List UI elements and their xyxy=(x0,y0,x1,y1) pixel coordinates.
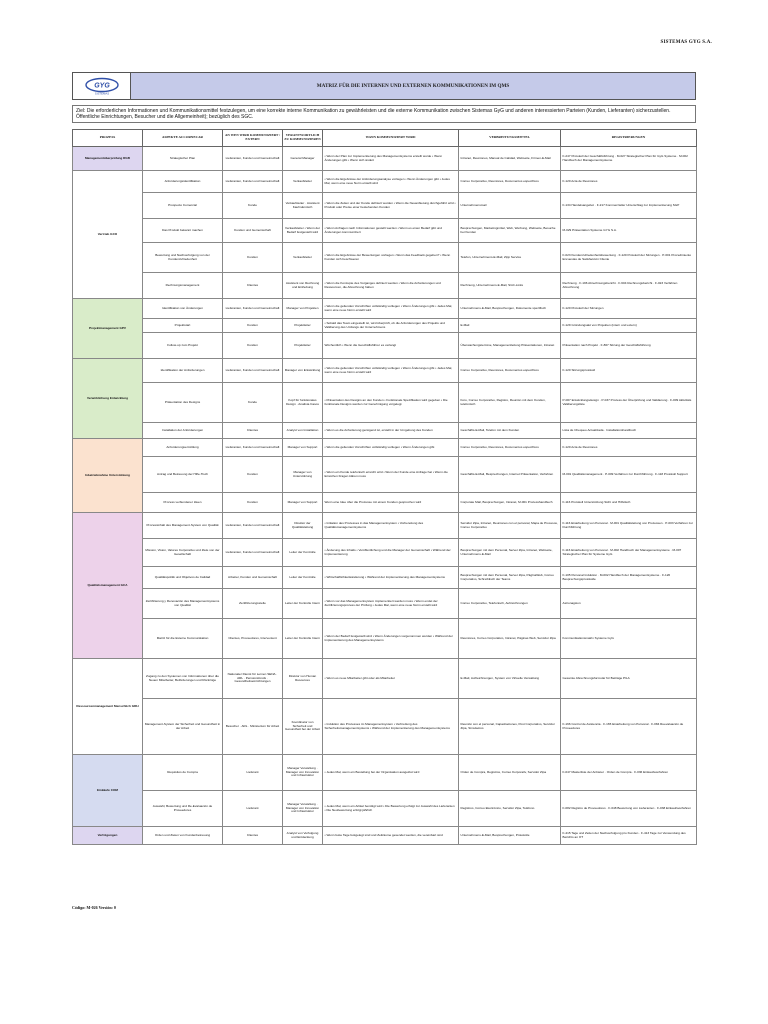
aspect-cell: Antrag und Betreuung der Hilfe-Tisch xyxy=(143,457,223,493)
responsible-cell: Manager von Projekten xyxy=(283,299,323,319)
responsible-cell: Assistent von Rechnung und Einhebung xyxy=(283,273,323,299)
recipients-cell: Besucher · ARL · Ministerium für Arbeit xyxy=(223,699,283,755)
records-cell: F-116 Einarbeitung von Personal · M-001 Qualitätsleitung von Prozessen · P-003 Verfahren zur Durchführung xyxy=(561,513,697,539)
records-cell: Gesamte Abrechnungsformular für Beiträge PILA xyxy=(561,659,697,699)
header-media: VERBREITUNGSMITTEL xyxy=(459,130,561,147)
media-cell: Geschäfts-E-Mail, Besprechungen, Internet Präsentation, Verfahren xyxy=(459,457,561,493)
recipients-cell: Kunden xyxy=(223,333,283,359)
recipients-cell: Kunden xyxy=(223,319,283,333)
responsible-cell: Analyst von Installation xyxy=(283,423,323,439)
records-cell: F-082 Registro de Proveedores · F-048 Bewertung von Lieferanten · F-038 Einkaufsverfahren xyxy=(561,791,697,827)
responsible-cell: Verkaufsleiter xyxy=(283,171,323,193)
table-row xyxy=(73,567,697,589)
records-cell: F-105 Personal Induktion · M-002 Handbuch der Managementsysteme · F-120 Besprechungsprotokolle xyxy=(561,567,697,589)
process-cell: Einkäufe COM xyxy=(73,755,143,827)
aspect-cell: Zugang zu den Systemen von Informationen über die Neuen Mitarbeiter, Beförderungen und Rückzüge xyxy=(143,659,223,699)
recipients-cell: Clientes, Proveedores, Intervenient xyxy=(223,619,283,659)
media-cell: Intranet, Reuniones, Manual de Calidad, Webseite, Firmen-E-Mail xyxy=(459,147,561,171)
records-cell: F-120 Protokoll der Sitzungen xyxy=(561,299,697,319)
process-cell: Verfolgungen xyxy=(73,827,143,845)
when-cell: • Wenn es neue Mitarbeiter gibt oder als Mitarbeiter xyxy=(323,659,459,699)
table-row xyxy=(73,699,697,755)
records-cell: Kommunikationsmatrix Systeme GyG xyxy=(561,619,697,659)
when-cell: • Induktion des Prozesses im Managementsystem • Verbreitung des Sicherheitsmanagementsystems • Während der Implementierung des Managementsystems xyxy=(323,699,459,755)
records-cell: F-247 Protokoll der Geschäftsführung · M-027 Strategischer Plan für GyG Systeme · M-002 Handbuch der Managementsysteme xyxy=(561,147,697,171)
table-row xyxy=(73,493,697,513)
logo-subtext: SISTEMAS xyxy=(94,91,109,95)
records-cell: F-120 Sitzungsprotokoll xyxy=(561,359,697,383)
media-cell: Besprechungen, Marketingmittel, Web, Werbung, Webseite, Besuche bei Kunden xyxy=(459,219,561,243)
when-cell: • Jedes Mal, wenn ein Artikel benötigt wird • Die Bewertung erfolgt zur Auswahl des Lieferanten • Die Neubewertung erfolgt jährlich xyxy=(323,791,459,827)
media-cell: Correo Corporativo, Reuniones, Documentos específicos xyxy=(459,171,561,193)
table-row xyxy=(73,319,697,333)
table-row xyxy=(73,791,697,827)
document-header xyxy=(72,72,696,100)
table-row xyxy=(73,273,697,299)
when-cell: • Wenn Anfragen nach Informationen gestellt werden • Wenn es einen Bedarf gibt und Änderungen kommuniziert xyxy=(323,219,459,243)
aspect-cell: Requisitos de Compra xyxy=(143,755,223,791)
table-row xyxy=(73,243,697,273)
header-process: PROZESS xyxy=(73,130,143,147)
media-cell: Besprechungen mit dem Personal, Server Zipa, PágInaWeb, Correo Corporativo, Schreibtisch der Teams xyxy=(459,567,561,589)
recipients-cell: Zertifizierungsstelle xyxy=(223,589,283,619)
aspect-cell: Zertifizierung y Renovación des Managementsystems von Qualität xyxy=(143,589,223,619)
table-row xyxy=(73,439,697,457)
when-cell: • Wenn die Ergebnisse der Bewertungen vorliegen • Wenn das Feedback gegeben? • Wenn Kunden sich beschweren xyxy=(323,243,459,273)
header-to-whom: AN WEN WIRD KOMMUNIZIERT / EXTERN xyxy=(223,130,283,147)
recipients-cell: Lieferanten, Kunden und Gemeinschaft xyxy=(223,513,283,539)
media-cell: Rechnung, Unternehmens-E-Mail, SGC-Links xyxy=(459,273,561,299)
records-cell: Rechnung · F-196 Abrechnungsbericht · F-604 Rechnungsbericht · F-023 Verfahren Abrechnung xyxy=(561,273,697,299)
responsible-cell: Kopf für funktionales Design · Analista Casos xyxy=(283,383,323,423)
records-cell: F-134 Handelsangebot · F-217 Kommerzieller Unterschlag zur Implementierung SGP xyxy=(561,193,697,219)
responsible-cell: Manager von Unterstützung xyxy=(283,457,323,493)
records-cell: F-415 Tage und Zeiten der Nachverfolgung pro Kunden · F-413 Tage zur Verwendung des Berichts an OT xyxy=(561,827,697,845)
document-code: Código: M-026 Versión: 0 xyxy=(72,905,116,910)
responsible-cell: Analyst von Verfolgung und Entdeckung xyxy=(283,827,323,845)
when-cell: • Jedes Mal, wenn ein Bestellung bei der Organisation ausgelöst wird xyxy=(323,755,459,791)
media-cell: Servidor Zipa, Intranet, Reuniones con el personal, Mapa de Procesos, Correo Corporativo xyxy=(459,513,561,539)
records-cell: F-120 Acta de Reuniones xyxy=(561,171,697,193)
media-cell: Reuniones, Correo Corporativo, Intranet, Páginas Web, Servidor Zipa xyxy=(459,619,561,659)
logo-text: GYG xyxy=(93,82,110,90)
responsible-cell: Manager von Support xyxy=(283,493,323,513)
responsible-cell: Koordinator von Sicherheit und Gesundheit bei der Arbeit xyxy=(283,699,323,755)
aspect-cell: Follow-up zum Projekt xyxy=(143,333,223,359)
responsible-cell: General Manager xyxy=(283,147,323,171)
recipients-cell: Lieferant xyxy=(223,755,283,791)
objective-text: Ziel: Die erforderlichen Informationen und Kommunikationsmittel festzulegen, um eine korrekte interne Kommunikation zu gewährleisten und die externe Kommunikation zwischen Sistemas GyG und anderen interessierten Parteien (Kunden, Lieferanten) sicherzustellen. Öffentliche Einrichtungen, Besucher und die Allgemeinheit); bezüglich des SGC. xyxy=(72,105,696,123)
process-cell: Managementüberprüfung RGB xyxy=(73,147,143,171)
recipients-cell: Kunden xyxy=(223,457,283,493)
aspect-cell: Matriz für die Externe Kommunikation xyxy=(143,619,223,659)
aspect-cell: Anforderungsidentifikation xyxy=(143,171,223,193)
table-row xyxy=(73,619,697,659)
when-cell: • Wenn die geltenden Vorschriften vollständig vorliegen • Wenn Änderungen gibt • Jedes Mal, wenn eine neue Norm erstellt wird xyxy=(323,359,459,383)
responsible-cell: Verkaufsleiter · Assistent Kaufmännisch xyxy=(283,193,323,219)
aspect-cell: Auswahl, Bewertung und Re-Evaluación de Proveedores xyxy=(143,791,223,827)
when-cell: • Wenn der Bedarf festgestellt wird • Wenn Änderungen vorgenommen werden • Während der Implementierung des Managementsystems xyxy=(323,619,459,659)
table-row xyxy=(73,513,697,539)
responsible-cell: Leiter der Kontrolle Intern xyxy=(283,619,323,659)
when-cell: • Wenn die Ergebnisse der Anforderungsanalyse vorliegen • Wenn Änderungen gibt • Jedes Mal, wenn eine neue Norm erstellt wird xyxy=(323,171,459,193)
table-row xyxy=(73,333,697,359)
media-cell: Geschäfts-E-Mail, Telefon mit dem Kunden xyxy=(459,423,561,439)
when-cell: • Wenn der Plan zur Implementierung des Managementsystems erstellt wurde • Wenn Änderungen gibt • Wenn sich ändert xyxy=(323,147,459,171)
company-name: SISTEMAS GYG S.A. xyxy=(660,40,712,45)
communication-matrix-table xyxy=(72,129,697,845)
aspect-cell: Installation der Anforderungen xyxy=(143,423,223,439)
table-row xyxy=(73,755,697,791)
recipients-cell: Kunde xyxy=(223,193,283,219)
aspect-cell: Bewertung und Nachverfolgung von der Kundenzufriedenheit xyxy=(143,243,223,273)
media-cell: Besprechungen mit dem Personal, Server Zipa, Intranet, Webseite, Unternehmens-E-Mail xyxy=(459,539,561,567)
table-body xyxy=(73,147,697,845)
when-cell: • Wenn feste Tage festgelegt sind und Zeiträume gesendet werden, die vereinbart sind xyxy=(323,827,459,845)
when-cell: • Initiation des Prozesses in das Managementsystem • Vorbereitung des Qualitätsmanagementsystems xyxy=(323,513,459,539)
records-cell: Präsentation nach Projekt · F-867 Sitzung der Geschäftsführung xyxy=(561,333,697,359)
media-cell: Unternehmens-E-Mail, Besprechungen, Dokumente spezifisch xyxy=(459,299,561,319)
media-cell: Reunión con el personal, Capacitaciones, Post Corporativo, Servidor Zipa, Simulacros xyxy=(459,699,561,755)
process-cell: Projektmanagement GPV xyxy=(73,299,143,359)
media-cell: Registros, Correo Electrónico, Servidor Zipa, Teléfono xyxy=(459,791,561,827)
table-row xyxy=(73,171,697,193)
aspect-cell: Prospecto Comercial xyxy=(143,193,223,219)
records-cell: F-129 Gründungsakt von Projekten (intern und extern) xyxy=(561,319,697,333)
recipients-cell: Lieferanten, Kunden und Gemeinschaft xyxy=(223,171,283,193)
responsible-cell: Projektleiter xyxy=(283,319,323,333)
responsible-cell: Leiter der Kontrolle xyxy=(283,567,323,589)
records-cell: F-047 Masterliste der Anbieter · Orden de Compra · F-036 Einkaufsverfahren xyxy=(561,755,697,791)
table-row xyxy=(73,147,697,171)
header-responsible: VERANTWORTLICH ZU KOMMUNIZIEREN xyxy=(283,130,323,147)
recipients-cell: Kunden und Gemeinschaft xyxy=(223,219,283,243)
process-cell: Verwirklichung Entwicklung xyxy=(73,359,143,439)
table-row xyxy=(73,659,697,699)
records-cell: F-023 Kundenzufriedenheitsbewertung · F-120 Protokoll der Sitzungen · P-001 Prozedimiento Encuestas de Satisfacción Cliente xyxy=(561,243,697,273)
media-cell: Telefon, Unternehmens-E-Mail, Zipp Service xyxy=(459,243,561,273)
when-cell: • Änderung des Inhalts • Veröffentlichung und die Manager der Gemeinschaft • Während der Implementierung xyxy=(323,539,459,567)
recipients-cell: Kunden xyxy=(223,493,283,513)
process-cell: Qualitätsmanagement GCA xyxy=(73,513,143,659)
table-row xyxy=(73,539,697,567)
when-cell: • Wenn die geltenden Vorschriften vollständig vorliegen • Wenn Änderungen gibt xyxy=(323,439,459,457)
when-cell: • Sobald das Team eingestellt ist, wird überprüft, ob die Anforderungen des Projekts und Validierung des Umfangs der Unternehmens xyxy=(323,319,459,333)
media-cell: Orden de Compra, Registros, Correo Korporativ, Servidor Zipa xyxy=(459,755,561,791)
table-row xyxy=(73,193,697,219)
recipients-cell: Lieferanten, Kunden und Gemeinschaft xyxy=(223,147,283,171)
aspect-cell: Rechnungsmanagement xyxy=(143,273,223,299)
when-cell: • Wenn vor das Managementsystem implementiert werden muss • Wenn endet der Zertifizierungsprozess der Prüfung • Jedes Mal, wenn eine neue Norm erstellt wird xyxy=(323,589,459,619)
aspect-cell: Identifikation der Anforderungen xyxy=(143,359,223,383)
when-cell: • Wenn ein Kunde telefonisch erreicht wird • Wenn der Kunde eine Anfrage hat • Wenn die Erreichen Fragen klären muss xyxy=(323,457,459,493)
aspect-cell: Mission, Vision, Valores Corporativo und Ziele von der Gesellschaft xyxy=(143,539,223,567)
recipients-cell: Lieferanten, Kunden und Gemeinschaft xyxy=(223,439,283,457)
when-cell: • Wenn die Konzepte des Vorganges definiert werden • Wenn die Anforderungen und Ressourcen, die Abrechnung haben xyxy=(323,273,459,299)
recipients-cell: Clientes xyxy=(223,827,283,845)
responsible-cell: Manager von Support xyxy=(283,439,323,457)
table-row xyxy=(73,457,697,493)
aspect-cell: Identifikation von Änderungen xyxy=(143,299,223,319)
responsible-cell: Direktor von Human Resources xyxy=(283,659,323,699)
table-row xyxy=(73,359,697,383)
responsible-cell: Leiter der Kontrolle xyxy=(283,539,323,567)
when-cell: • Wenn es die Anforderung genügend ist, erstellt in der Umgebung des Kunden xyxy=(323,423,459,439)
media-cell: Correo Corporativo, Reuniones, Documentos específicos xyxy=(459,359,561,383)
responsible-cell: Manager Verwaltung · Manager von Innovation und Infrastruktur xyxy=(283,755,323,791)
records-cell: Astronagsion xyxy=(561,589,697,619)
when-cell: • Präsentation des Designs an den Kunden • Funktionale Spezifikation wird gegeben • Die funktionale Designs werden zur Genehmigung vorgelegt xyxy=(323,383,459,423)
media-cell: Überwachungstermine, Managementleitung Präsentationen, Intranet xyxy=(459,333,561,359)
records-cell: F-120 Acta de Reuniones xyxy=(561,439,697,457)
aspect-cell: Anforderungsermittlung xyxy=(143,439,223,457)
when-cell: • Wenn die geltenden Vorschriften vollständig vorliegen • Wenn Änderungen gibt • Jedes Mal, wenn eine neue Norm erstellt wird xyxy=(323,299,459,319)
media-cell: E-Mail xyxy=(459,319,561,333)
responsible-cell: Projektleiter xyxy=(283,333,323,359)
table-row xyxy=(73,219,697,243)
records-cell: P-007 Entwicklungsdesign · P-037 Prozess der Überprüfung und Validierung · F-009 Aktivitäts Validierungsliste xyxy=(561,383,697,423)
records-cell: F-166 Control de Asistencia · F-165 Einarbeitung von Personal · F-084 Reevaluación de Proveedores xyxy=(561,699,697,755)
table-header-row xyxy=(73,130,697,147)
media-cell: E-Mail, Aufzeichnungen, System von Virtuelle Verwaltung xyxy=(459,659,561,699)
process-cell: Vertrieb GCO xyxy=(73,171,143,299)
media-cell: Correo Corporativo, Reuniones, Documentos específicos xyxy=(459,439,561,457)
recipients-cell: Kunde xyxy=(223,383,283,423)
process-cell: Inbetriebnahme Unterstützung xyxy=(73,439,143,513)
aspect-cell: Prozess verbundener Ideen xyxy=(143,493,223,513)
process-cell: Ressourcenmanagement Menschlich GRH xyxy=(73,659,143,755)
recipients-cell: Lieferanten, Kunden und Gemeinschaft xyxy=(223,299,283,319)
recipients-cell: Clientes xyxy=(223,273,283,299)
responsible-cell: Manager von Entwicklung xyxy=(283,359,323,383)
media-cell: Unternehmensmail xyxy=(459,193,561,219)
table-row xyxy=(73,299,697,319)
aspect-cell: Präsentation des Designs xyxy=(143,383,223,423)
table-row xyxy=(73,827,697,845)
header-records: REGISTRIERUNGEN xyxy=(561,130,697,147)
recipients-cell: Clientes xyxy=(223,423,283,439)
records-cell: Lista de Chequeo Actualizada · Installationshandbuch xyxy=(561,423,697,439)
document-title: MATRIZ FÜR DIE INTERNEN UND EXTERNEN KOMMUNIKATIONEN IM QMS xyxy=(131,73,695,99)
table-row xyxy=(73,383,697,423)
media-cell: Foro, Correo Corporativo, Registro, Reunión mit dem Kunden, telefonisch xyxy=(459,383,561,423)
responsible-cell: Manager Verwaltung · Manager von Innovation und Infrastruktur xyxy=(283,791,323,827)
recipients-cell: Lieferanten, Kunden und Gemeinschaft xyxy=(223,359,283,383)
responsible-cell: Verkaufsleiter xyxy=(283,243,323,273)
records-cell: F-116 Protokoll Unterstützung Sicht und Hilfstisch xyxy=(561,493,697,513)
records-cell: M-001 Qualitätsmanagement · P-009 Verfahren zur Durchführung · F-118 Protokoll Support xyxy=(561,457,697,493)
gyg-logo-icon xyxy=(84,77,120,95)
when-cell: Wenn eine Idee über die Prozesse mit einem Kunden gesprochen wird xyxy=(323,493,459,513)
aspect-cell: Prozessinhalt des Management-System von Qualität xyxy=(143,513,223,539)
records-cell: M-029 Präsentation Systeme GYG S.A. xyxy=(561,219,697,243)
media-cell: Unternehmens-E-Mail, Besprechungen, Protokolle xyxy=(459,827,561,845)
header-aspects: ASPEKTE ACCORNECAR xyxy=(143,130,223,147)
when-cell: • Wirtschaftlichkeitsänderung • Während der Implementierung des Managementsystems xyxy=(323,567,459,589)
responsible-cell: Direktor der Qualitätsleitung xyxy=(283,513,323,539)
table-row xyxy=(73,423,697,439)
records-cell: F-116 Einarbeitung von Personal · M-002 Handbuch der Managementsysteme · M-007 Strategischer Plan für Systeme GyG xyxy=(561,539,697,567)
responsible-cell: Verkaufsleiter • Wenn der Bedarf festgestellt wird xyxy=(283,219,323,243)
when-cell: Wöchentlich • Wenn die Geschäftsführer es verlangt xyxy=(323,333,459,359)
logo xyxy=(73,73,131,99)
table-row xyxy=(73,589,697,619)
aspect-cell: Strategischer Plan xyxy=(143,147,223,171)
recipients-cell: Arbeiter, Kunden und Gemeinschaft xyxy=(223,567,283,589)
media-cell: Correo Corporativo, Telefonisch, Aufzeichnungen xyxy=(459,589,561,619)
when-cell: • Wenn die Zeiten und der Kunde definiert wurden • Wenn die Neuanbietung durchgeführt wird • Produkt oder Preise einer bestehenden Kunden xyxy=(323,193,459,219)
aspect-cell: Projektstart xyxy=(143,319,223,333)
media-cell: Corporate Mail, Besprechungen, Intranet, M-001 Prozesshandbuch xyxy=(459,493,561,513)
aspect-cell: Das Produkt bekannt machen xyxy=(143,219,223,243)
recipients-cell: Lieferanten, Kunden und Gemeinschaft xyxy=(223,539,283,567)
header-when: WANN KOMMUNIZIERT WIRD xyxy=(323,130,459,147)
recipients-cell: Kunden xyxy=(223,243,283,273)
responsible-cell: Leiter der Kontrolle Intern xyxy=(283,589,323,619)
aspect-cell: Management-System der Sicherheit und Gesundheit in der Arbeit xyxy=(143,699,223,755)
aspect-cell: Orden und Zielen von Kundenbetreuung xyxy=(143,827,223,845)
recipients-cell: Nationaler Dienst für Lernen SENA · ARL · Pensionsfonds · Gesundheitseinrichtungen xyxy=(223,659,283,699)
recipients-cell: Lieferant xyxy=(223,791,283,827)
aspect-cell: Qualitätspolitik und Objetivos de Calidad xyxy=(143,567,223,589)
